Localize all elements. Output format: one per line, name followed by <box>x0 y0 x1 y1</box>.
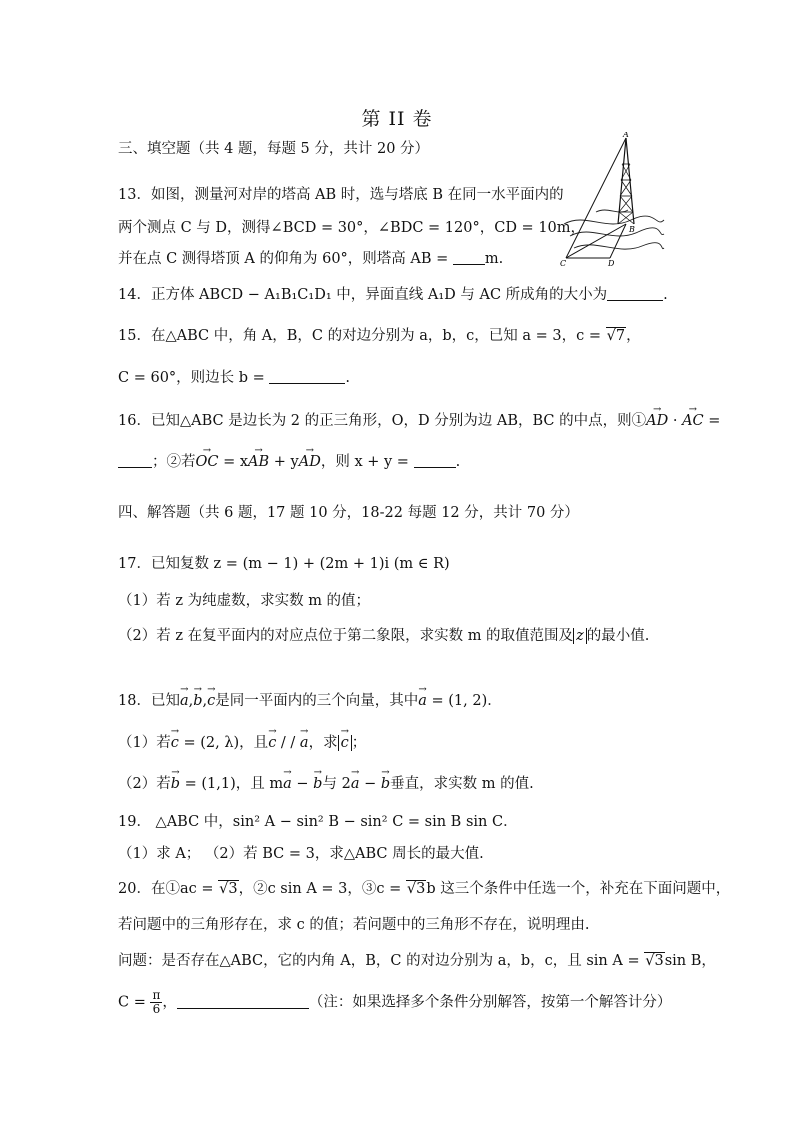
q18-text-1: 18．已知 <box>118 693 180 709</box>
q18-text-10: 与 2 <box>322 776 351 792</box>
q20-text-1: 20．在①ac = <box>118 881 214 897</box>
q13-text: 并在点 C 测得塔顶 A 的仰角为 60°，则塔高 AB = <box>118 251 449 267</box>
q20-note: （注：如果选择多个条件分别解答，按第一个解答计分） <box>308 994 672 1011</box>
q18-vector-c: → c <box>207 691 215 711</box>
q20-text-5: sin B， <box>664 953 716 969</box>
q16-end: . <box>455 454 461 470</box>
q16-vector-ad: → AD <box>646 411 668 431</box>
q18-text-5: = (2, λ)，且 <box>178 735 269 751</box>
q20-line-1 <box>118 879 730 899</box>
q20-line-4 <box>118 989 671 1016</box>
q19-line-1: 19． △ABC 中，sin² A − sin² B − sin² C = sin B sin C． <box>118 814 518 830</box>
q18-vector-a-4: → a <box>283 774 292 794</box>
q18-abs-c: → c <box>341 735 349 751</box>
q20-line-2: 若问题中的三角形存在，求 c 的值；若问题中的三角形不存在，说明理由. <box>118 917 590 933</box>
q13-line-2: 两个测点 C 与 D，测得∠BCD = 30°，∠BDC = 120°，CD = 10m， <box>118 220 586 236</box>
q20-fraction-numerator: π <box>152 988 161 1002</box>
fig-label-a: A <box>623 132 629 139</box>
q16-text-4: + y <box>269 454 299 470</box>
q15-sqrt: √7 <box>606 328 626 344</box>
q20-text-7: ， <box>162 994 177 1011</box>
q20-sqrt-1: √3 <box>219 881 238 897</box>
q16-line-2 <box>118 452 460 472</box>
q17-line-1: 17．已知复数 z = (m − 1) + (2m + 1)i (m ∈ R) <box>118 556 450 572</box>
q18-vector-b-3: → b <box>313 774 322 794</box>
q13-unit: m. <box>484 251 504 267</box>
q20-sqrt-2: √3 <box>406 881 426 897</box>
section-4-header: 四、解答题（共 6 题，17 题 10 分，18-22 每题 12 分，共计 70 分） <box>118 505 579 521</box>
q16-line-1 <box>118 411 720 431</box>
q13-answer-blank[interactable] <box>453 250 485 265</box>
q16-eq: = <box>703 413 721 429</box>
q13-line-1: 13．如图，测量河对岸的塔高 AB 时，选与塔底 B 在同一水平面内的 <box>118 187 564 203</box>
q18-text-7: ； <box>351 735 367 751</box>
q20-fraction <box>150 989 162 1016</box>
q20-answer-blank[interactable] <box>177 994 309 1009</box>
q17-line-2: （1）若 z 为纯虚数，求实数 m 的值； <box>118 593 371 609</box>
q15-answer-blank[interactable] <box>269 369 345 384</box>
q18-text-4: （1）若 <box>118 735 171 751</box>
q18-comma-1: , <box>188 693 194 709</box>
q18-vector-a-2: → a <box>418 691 427 711</box>
q18-line-3 <box>118 774 534 794</box>
q18-vector-a: → a <box>180 691 189 711</box>
q18-vector-c-3: → c <box>268 733 276 753</box>
fig-label-c: C <box>560 259 567 268</box>
q18-vector-b: → b <box>193 691 202 711</box>
q18-text-3: = (1, 2)． <box>426 693 502 709</box>
q14-end: . <box>663 287 668 303</box>
tower-figure <box>556 132 666 272</box>
q17-text-3: （2）若 z 在复平面内的对应点位于第二象限，求实数 m 的取值范围及 <box>118 628 574 644</box>
q18-text-6: ，求 <box>308 735 338 751</box>
q16-vector-ab: → AB <box>248 452 269 472</box>
q20-line-3 <box>118 951 716 971</box>
q16-text-1: 16．已知△ABC 是边长为 2 的正三角形，O，D 分别为边 AB，BC 的中点，则① <box>118 413 647 429</box>
q17-line-3 <box>118 626 649 646</box>
q18-line-2 <box>118 733 366 753</box>
q20-sqrt-2-value: 3 <box>416 881 426 897</box>
q20-sqrt-3-value: 3 <box>654 953 664 969</box>
q16-vector-ac: → AC <box>682 411 704 431</box>
q20-fraction-denominator: 6 <box>152 1002 161 1016</box>
q20-sqrt-1-value: 3 <box>228 881 238 897</box>
section-3-header: 三、填空题（共 4 题，每题 5 分，共计 20 分） <box>118 141 430 157</box>
q16-text-2: ；②若 <box>152 454 196 470</box>
q18-line-1 <box>118 691 502 711</box>
q18-parallel: / / <box>276 735 300 751</box>
q20-text-6: C = <box>118 994 146 1011</box>
q19-line-2: （1）求 A； （2）若 BC = 3，求△ABC 周长的最大值. <box>118 846 484 862</box>
q18-text-9: = (1,1)，且 m <box>180 776 284 792</box>
q17-text-4: 的最小值. <box>586 628 650 644</box>
q15-text: 15．在△ABC 中，角 A，B，C 的对边分别为 a，b，c，已知 a = 3，c = <box>118 328 602 344</box>
q17-abs-z: z <box>573 628 587 644</box>
q18-minus-1: − <box>291 776 314 792</box>
q20-text-3: b 这三个条件中任选一个，补充在下面问题中， <box>426 881 731 897</box>
q15-sqrt-value: 7 <box>615 328 626 344</box>
q20-text-2: ，②c sin A = 3，③c = <box>238 881 402 897</box>
q18-minus-2: − <box>359 776 381 792</box>
q16-answer-blank-1[interactable] <box>118 453 152 468</box>
fig-label-d: D <box>608 259 615 268</box>
q16-vector-ad-2: → AD <box>299 452 321 472</box>
q14-line-1 <box>118 285 668 305</box>
q16-dot: · <box>668 413 683 429</box>
fig-label-b: B <box>629 225 635 234</box>
q13-line-3 <box>118 249 503 269</box>
q18-vector-a-5: → a <box>351 774 360 794</box>
q16-vector-oc: → OC <box>196 452 219 472</box>
q18-vector-a-3: → a <box>300 733 309 753</box>
q15-end: . <box>345 370 351 386</box>
page-title: 第 II 卷 <box>361 108 433 130</box>
q16-text-5: ，则 x + y = <box>320 454 409 470</box>
q18-vector-c-2: → c <box>171 733 179 753</box>
q15-line-1 <box>118 326 641 346</box>
q18-text-2: 是同一平面内的三个向量，其中 <box>215 693 419 709</box>
q16-text-3: = x <box>218 454 249 470</box>
q20-sqrt-3: √3 <box>645 953 664 969</box>
q20-text-4: 问题：是否存在△ABC，它的内角 A，B，C 的对边分别为 a，b，c，且 sin A = <box>118 953 640 969</box>
q15-line-2 <box>118 368 350 388</box>
q15-text-2: C = 60°，则边长 b = <box>118 370 265 386</box>
q16-answer-blank-2[interactable] <box>414 453 456 468</box>
q18-vector-b-4: → b <box>381 774 390 794</box>
q15-comma: ， <box>626 328 641 344</box>
q18-text-11: 垂直，求实数 m 的值. <box>390 776 534 792</box>
q14-answer-blank[interactable] <box>607 286 663 301</box>
q18-comma-2: , <box>202 693 208 709</box>
q18-vector-b-2: → b <box>171 774 180 794</box>
q14-text: 14．正方体 ABCD − A₁B₁C₁D₁ 中，异面直线 A₁D 与 AC 所成角的大小为 <box>118 287 608 303</box>
q18-text-8: （2）若 <box>118 776 171 792</box>
